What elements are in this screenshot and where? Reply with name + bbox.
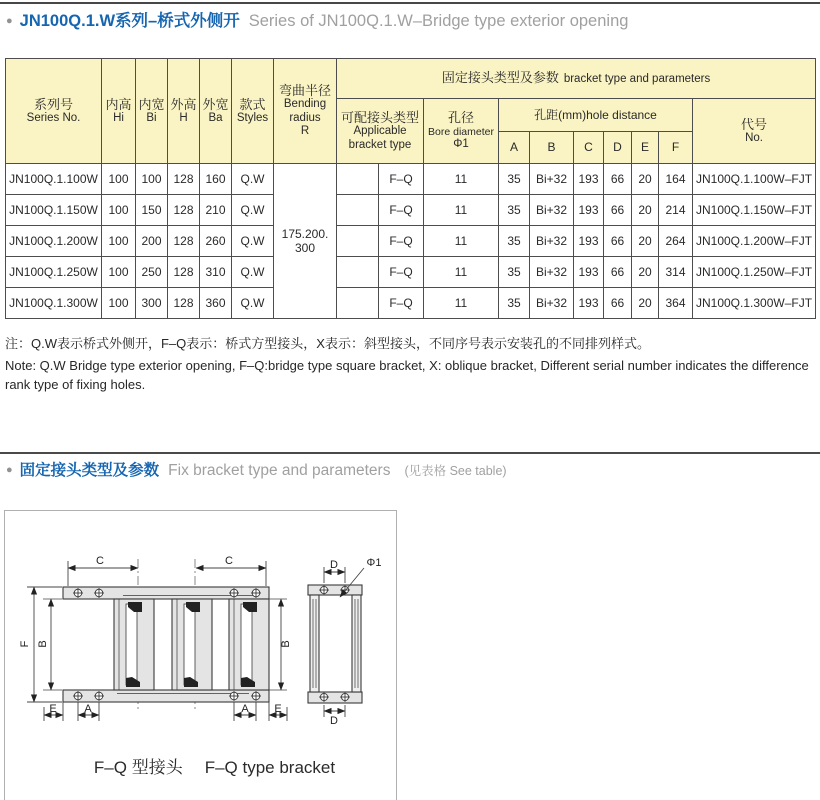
cell-b: Bi+32 [530,226,574,257]
table-row [6,226,816,257]
cell-code: JN100Q.1.150W–FJT [693,195,816,226]
cell-c: 193 [574,288,604,319]
col-header-series-zh: 系列号 [33,96,73,112]
cell-e: 20 [632,164,659,195]
col-header-bi [136,59,168,164]
cell-hi: 100 [102,257,136,288]
cell-bore: 11 [424,257,499,288]
cell-bi: 200 [136,226,168,257]
col-header-ba-en: Ba [208,111,223,124]
dim-label-b-left: B [37,640,49,648]
dim-label-c-right: C [225,555,233,567]
cell-series: JN100Q.1.250W [6,257,102,288]
col-header-f: F [659,132,693,164]
cell-bi: 100 [136,164,168,195]
see-table-note: (见表格 See table) [404,464,507,478]
cell-bore: 11 [424,288,499,319]
cell-e: 20 [632,195,659,226]
col-header-b: B [530,132,574,164]
col-header-ba-zh: 外宽 [202,96,229,112]
cell-d: 66 [604,288,632,319]
cell-d: 66 [604,226,632,257]
cell-code: JN100Q.1.250W–FJT [693,257,816,288]
cell-applicable: F–Q [379,288,424,319]
col-header-bore-zh: 孔径 [447,110,474,126]
col-group-header-bracket [337,59,816,99]
col-header-hi [102,59,136,164]
cell-f: 364 [659,288,693,319]
cell-c: 193 [574,164,604,195]
cell-b: Bi+32 [530,257,574,288]
table-row [6,164,816,195]
diagram-caption [5,753,396,778]
cell-bi: 150 [136,195,168,226]
cell-styles: Q.W [232,195,274,226]
cell-ba: 360 [200,288,232,319]
col-header-applicable-en2: bracket type [348,138,412,151]
dim-label-e-left: E [49,703,57,715]
col-header-bending-en2: radius [289,111,321,124]
cell-code: JN100Q.1.100W–FJT [693,164,816,195]
table-row [6,195,816,226]
cell-a: 35 [499,164,530,195]
cell-b: Bi+32 [530,195,574,226]
cell-applicable-spacer [337,257,379,288]
col-header-styles-en: Styles [236,111,269,124]
cell-a: 35 [499,226,530,257]
dim-label-b-right: B [280,640,292,648]
dim-label-a-right: A [241,703,249,715]
cell-series: JN100Q.1.200W [6,226,102,257]
cell-bi: 300 [136,288,168,319]
cell-series: JN100Q.1.100W [6,164,102,195]
cell-styles: Q.W [232,257,274,288]
col-header-bore-phi: Φ1 [453,138,469,151]
cell-series: JN100Q.1.150W [6,195,102,226]
col-header-bi-en: Bi [146,111,157,124]
col-header-hole-distance [499,99,693,132]
cell-h: 128 [168,257,200,288]
cell-e: 20 [632,288,659,319]
dim-label-d-top: D [330,559,338,571]
col-header-bore [424,99,499,164]
diagram-caption-zh: F–Q 型接头 [93,758,183,777]
dim-label-c-left: C [96,555,104,567]
col-header-bending [274,59,337,164]
section2-title-zh: 固定接头类型及参数 [19,462,160,479]
col-header-hi-en: Hi [113,111,124,124]
table-notes [5,334,817,394]
cell-f: 264 [659,226,693,257]
cell-hi: 100 [102,288,136,319]
cell-code: JN100Q.1.200W–FJT [693,226,816,257]
cell-d: 66 [604,257,632,288]
dim-label-phi1: Φ1 [366,557,382,569]
cell-applicable: F–Q [379,257,424,288]
col-header-series-en: Series No. [26,111,81,124]
bullet-icon: ● [6,464,13,476]
col-header-series [6,59,102,164]
table-row [6,288,816,319]
cell-bore: 11 [424,164,499,195]
cell-bore: 11 [424,195,499,226]
section2-heading [6,458,507,480]
col-header-styles-zh: 款式 [239,96,266,112]
col-header-applicable-zh: 可配接头类型 [340,109,419,125]
cell-h: 128 [168,164,200,195]
cell-b: Bi+32 [530,164,574,195]
cell-applicable: F–Q [379,226,424,257]
cell-a: 35 [499,257,530,288]
cell-applicable-spacer [337,226,379,257]
dim-label-f: F [19,640,31,648]
col-header-applicable-en1: Applicable [353,125,407,138]
cell-styles: Q.W [232,164,274,195]
cell-code: JN100Q.1.300W–FJT [693,288,816,319]
cell-styles: Q.W [232,226,274,257]
note-zh: 注：Q.W表示桥式外侧开，F–Q表示：桥式方型接头，X表示：斜型接头，不同序号表示安装孔的不同排列样式。 [5,336,650,351]
cell-bending-radius [274,164,337,319]
dim-label-a-left: A [84,703,92,715]
col-header-styles [232,59,274,164]
cell-c: 193 [574,195,604,226]
cell-c: 193 [574,226,604,257]
dim-label-e-right: E [274,703,282,715]
diagram-caption-en: F–Q type bracket [204,758,336,777]
bullet-icon: ● [6,15,13,27]
cell-styles: Q.W [232,288,274,319]
col-header-h-zh: 外高 [170,96,197,112]
cell-applicable: F–Q [379,195,424,226]
cell-a: 35 [499,195,530,226]
col-header-a: A [499,132,530,164]
main-view [63,587,269,702]
col-header-h [168,59,200,164]
col-header-code-zh: 代号 [741,116,768,132]
cell-hi: 100 [102,164,136,195]
cell-bi: 250 [136,257,168,288]
section2-title-en: Fix bracket type and parameters [168,462,391,479]
group-header-zh: 固定接头类型及参数 [441,70,559,86]
dim-label-d-bottom: D [330,715,338,727]
spec-table [5,58,816,319]
col-header-bending-zh: 弯曲半径 [278,82,331,98]
col-header-hi-zh: 内高 [105,96,132,112]
cell-h: 128 [168,288,200,319]
table-row [6,257,816,288]
cell-series: JN100Q.1.300W [6,288,102,319]
cell-bore: 11 [424,226,499,257]
top-rule [0,2,820,4]
cell-c: 193 [574,257,604,288]
cell-ba: 310 [200,257,232,288]
cell-ba: 260 [200,226,232,257]
bending-radius-line1: 175.200. [281,226,329,241]
cell-applicable-spacer [337,288,379,319]
cell-b: Bi+32 [530,288,574,319]
cell-a: 35 [499,288,530,319]
col-header-e: E [632,132,659,164]
col-header-code [693,99,816,164]
section-divider [0,452,820,454]
cell-f: 314 [659,257,693,288]
bending-radius-line2: 300 [294,241,316,255]
col-header-applicable [337,99,424,164]
col-header-d: D [604,132,632,164]
cell-f: 214 [659,195,693,226]
col-header-hole-distance-label: 孔距(mm)hole distance [534,107,657,122]
group-header-en: bracket type and parameters [563,73,711,86]
cell-d: 66 [604,195,632,226]
note-en: Note: Q.W Bridge type exterior opening, F–Q:bridge type square bracket, X: oblique bracket, Different serial number indicates the difference rank type of fixing holes. [5,358,809,392]
col-header-h-en: H [179,111,188,124]
cell-applicable-spacer [337,195,379,226]
cell-ba: 210 [200,195,232,226]
cell-hi: 100 [102,195,136,226]
page-title [6,7,628,31]
cell-hi: 100 [102,226,136,257]
header-row-1 [6,59,816,99]
col-header-bore-en: Bore diameter [428,125,494,138]
cell-d: 66 [604,164,632,195]
cell-h: 128 [168,195,200,226]
cell-applicable: F–Q [379,164,424,195]
col-header-c: C [574,132,604,164]
cell-ba: 160 [200,164,232,195]
col-header-code-en: No. [745,131,763,144]
cell-e: 20 [632,226,659,257]
col-header-bending-en1: Bending [283,98,327,111]
cell-applicable-spacer [337,164,379,195]
col-header-bending-en3: R [300,125,310,138]
page-title-zh: JN100Q.1.W系列–桥式外侧开 [19,12,240,30]
cell-h: 128 [168,226,200,257]
diagram-frame [4,510,397,800]
col-header-bi-zh: 内宽 [138,96,165,112]
cell-f: 164 [659,164,693,195]
page-title-en: Series of JN100Q.1.W–Bridge type exterior opening [248,12,629,30]
col-header-ba [200,59,232,164]
cell-e: 20 [632,257,659,288]
bracket-technical-drawing [5,511,396,751]
side-view [308,585,362,703]
